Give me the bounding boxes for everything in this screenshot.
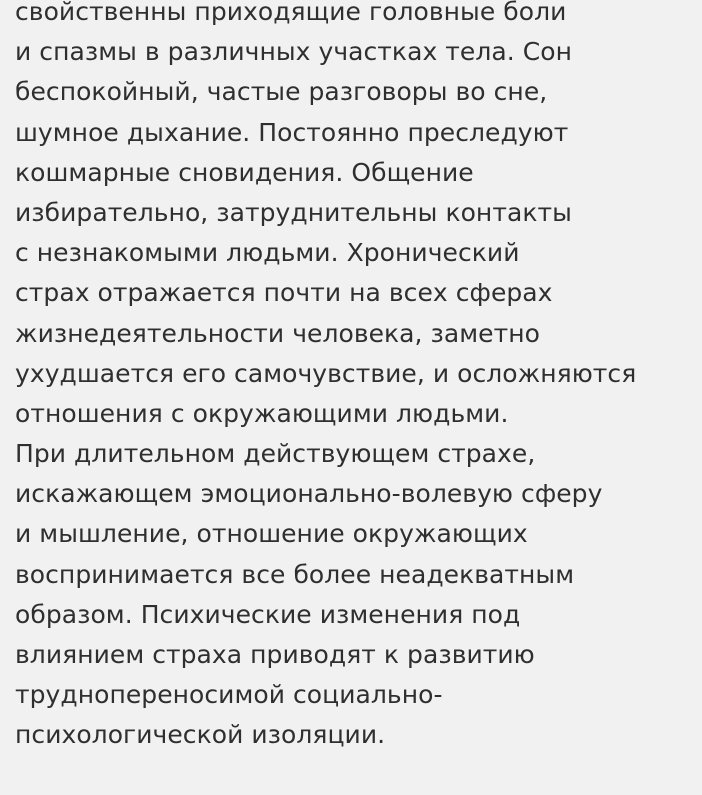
text-line: и мышление, отношение окружающих (15, 519, 528, 549)
text-line: избирательно, затруднительны контакты (15, 197, 572, 227)
text-line: беспокойный, частые разговоры во сне, (15, 77, 548, 107)
text-line: ухудшается его самочувствие, и осложняются (15, 358, 637, 388)
text-line: труднопереносимой социально- (15, 680, 443, 710)
text-line: психологической изоляции. (15, 720, 386, 750)
text-line: свойственны приходящие головные боли (15, 0, 567, 26)
text-line: образом. Психические изменения под (15, 599, 521, 629)
text-line: кошмарные сновидения. Общение (15, 157, 474, 187)
text-line: искажающем эмоционально-волевую сферу (15, 479, 603, 509)
text-line: шумное дыхание. Постоянно преследуют (15, 117, 569, 147)
text-line: воспринимается все более неадекватным (15, 559, 575, 589)
text-line: При длительном действующем страхе, (15, 439, 536, 469)
text-line: с незнакомыми людьми. Хронический (15, 238, 520, 268)
text-line: страх отражается почти на всех сферах (15, 278, 553, 308)
document-text (15, 0, 695, 756)
text-line: влиянием страха приводят к развитию (15, 640, 535, 669)
text-line: и спазмы в различных участках тела. Сон (15, 37, 572, 67)
text-line: отношения с окружающими людьми. (15, 398, 509, 428)
text-line: жизнедеятельности человека, заметно (15, 318, 540, 348)
